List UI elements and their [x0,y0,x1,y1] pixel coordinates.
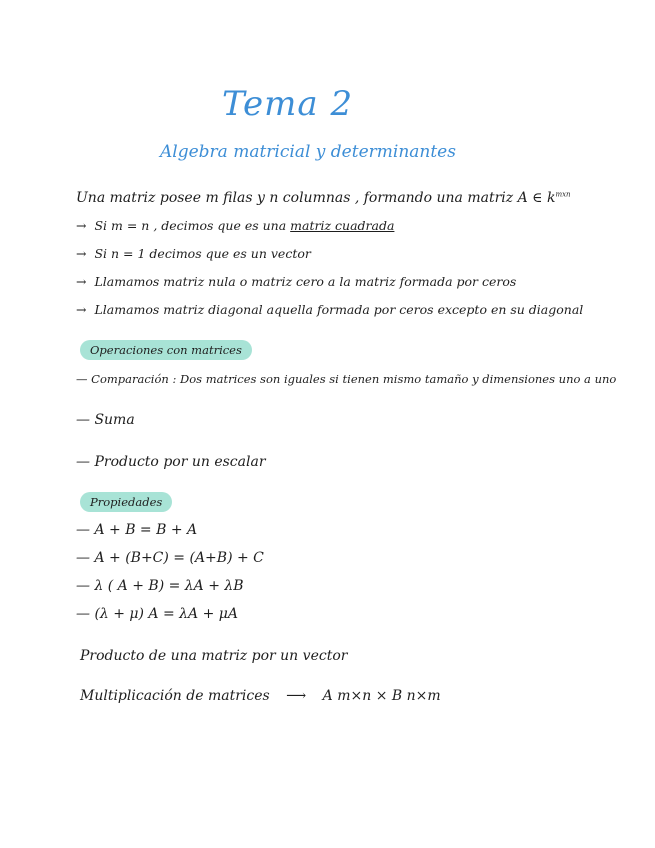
arrow-icon: → [76,302,87,317]
property-item: — A + (B+C) = (A+B) + C [76,550,264,566]
bullet-text: Si n = 1 decimos que es un vector [94,246,311,261]
bullet-null-matrix [76,274,516,289]
bullet-diagonal-matrix [76,302,583,317]
section-operations-label: Operaciones con matrices [80,340,252,360]
property-item: — (λ + μ) A = λA + μA [76,606,238,622]
intro-text: Una matriz posee m filas y n columnas , formando una matriz A ∈ k [76,190,556,206]
arrow-icon: → [76,274,87,289]
underlined-term: matriz cuadrada [290,218,395,233]
bullet-vector [76,246,311,261]
page-title: Tema 2 [222,84,354,124]
bullet-square [76,218,394,233]
bullet-text: Llamamos matriz diagonal aquella formada por ceros excepto en su diagonal [94,302,584,317]
arrow-icon: → [76,218,87,233]
footer-line-1: Producto de una matriz por un vector [80,648,348,664]
page-subtitle: Algebra matricial y determinantes [160,142,456,162]
right-arrow-icon: ⟶ [286,688,307,704]
footer-line-2 [80,688,441,704]
property-item: — λ ( A + B) = λA + λB [76,578,244,594]
property-item: — A + B = B + A [76,522,198,538]
arrow-icon: → [76,246,87,261]
bullet-text: Llamamos matriz nula o matriz cero a la matriz formada por ceros [94,274,517,289]
operation-item: — Comparación : Dos matrices son iguales si tienen mismo tamaño y dimensiones uno a uno [76,372,617,386]
section-properties-label: Propiedades [80,492,172,512]
operation-item: — Suma [76,412,135,428]
bullet-text: Si m = n , decimos que es una [94,218,291,233]
operation-item: — Producto por un escalar [76,454,266,470]
intro-line [76,190,571,206]
footer-text: Multiplicación de matrices [80,688,270,704]
footer-formula: A m×n × B n×m [322,688,441,704]
intro-superscript: mxn [555,190,571,199]
